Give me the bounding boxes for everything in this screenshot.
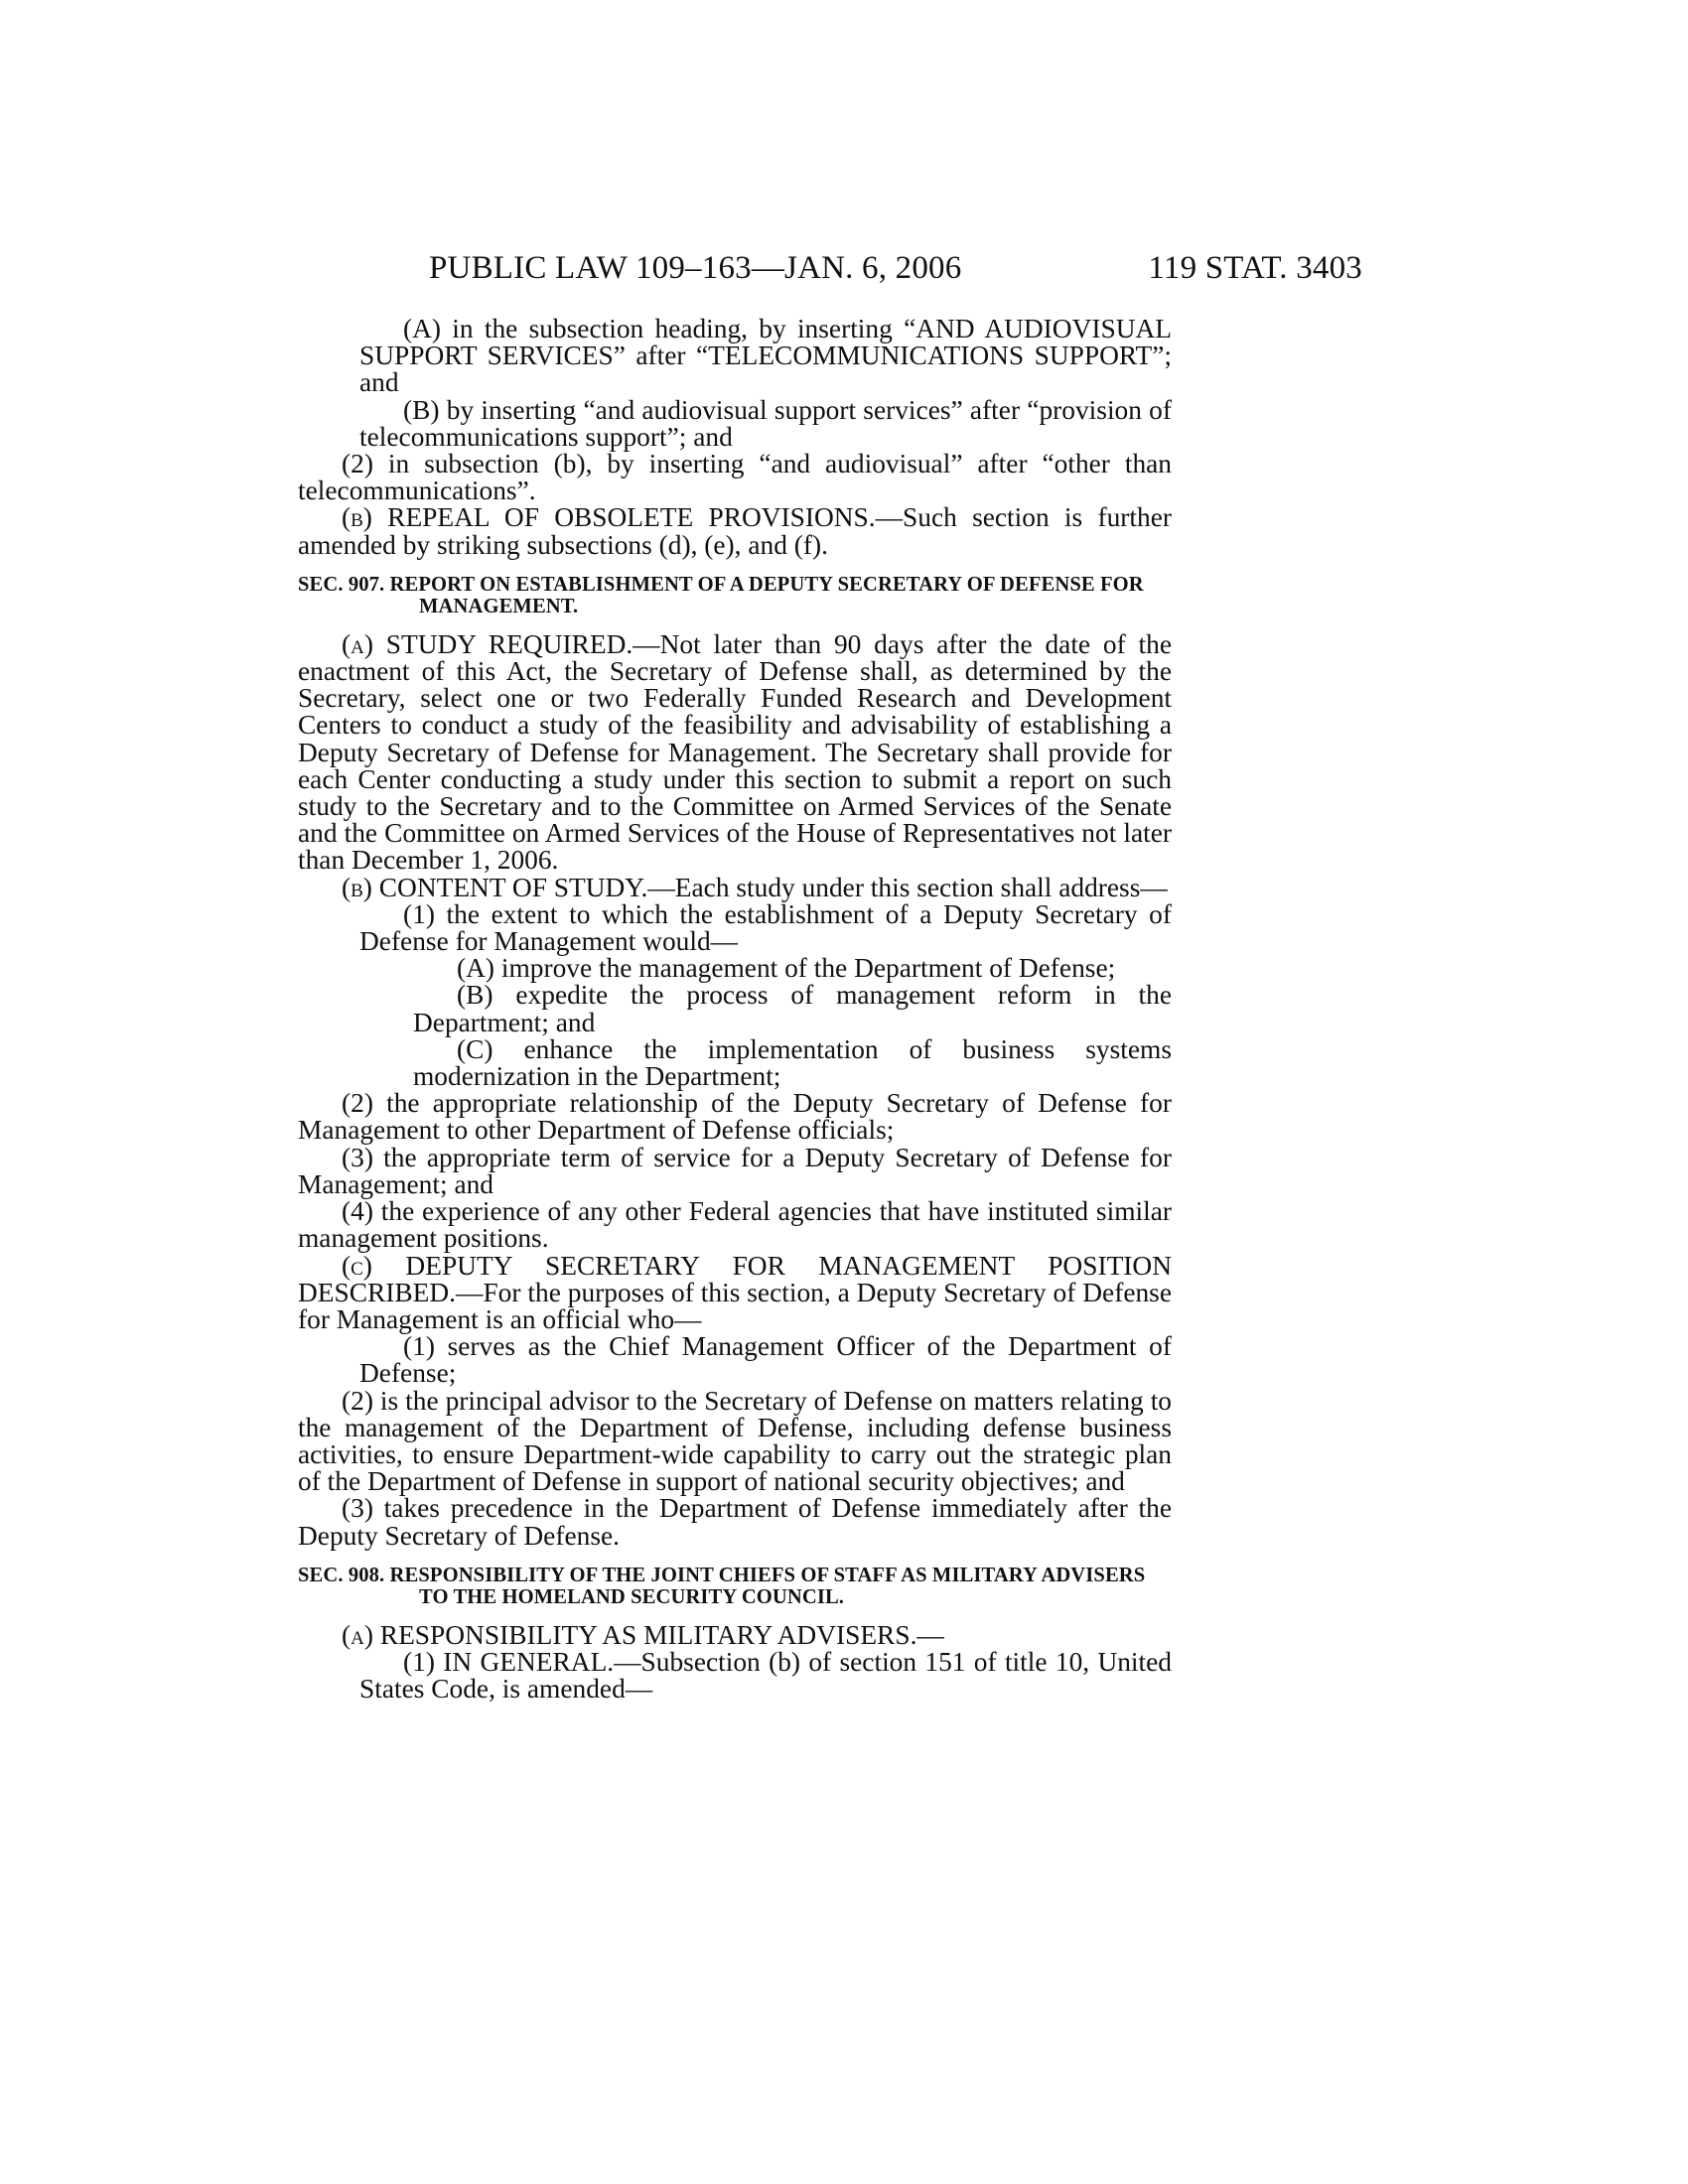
subsection-body: — xyxy=(916,1619,944,1650)
paragraph-907c1: (1) serves as the Chief Management Officer of the Department of Defense; xyxy=(359,1331,1172,1389)
subsection-body: —For the purposes of this section, a Deputy Secretary of Defense for Management is an official who— xyxy=(298,1277,1172,1334)
paragraph-907b xyxy=(298,872,1172,902)
paragraph-907b1C: (C) enhance the implementation of business systems modernization in the Department; xyxy=(413,1033,1172,1092)
paragraph-a2: (2) in subsection (b), by inserting “and audiovisual” after “other than telecommunications”. xyxy=(298,449,1172,506)
section-908-heading: SEC. 908. RESPONSIBILITY OF THE JOINT CHIEFS OF STAFF AS MILITARY ADVISERS TO THE HOMELAND SECURITY COUNCIL. xyxy=(298,1564,1146,1608)
paragraph-907c xyxy=(298,1277,1172,1334)
paragraph-heading: (1) IN GENERAL. xyxy=(403,1646,615,1677)
subsection-body: —Such section is further amended by striking subsections (d), (e), and (f). xyxy=(298,502,1172,560)
paragraph-a1A: (A) in the subsection heading, by inserting “AND AUDIOVISUAL SUPPORT SERVICES” after “TELECOMMUNICATIONS SUPPORT”; and xyxy=(359,314,1172,398)
body-text xyxy=(298,316,1172,1703)
paragraph-b-repeal xyxy=(298,504,1172,558)
paragraph-907b2: (2) the appropriate relationship of the Deputy Secretary of Defense for Management to other Department of Defense officials; xyxy=(298,1088,1172,1146)
subsection-heading: DESCRIBED. xyxy=(298,1277,457,1307)
paragraph-907b4: (4) the experience of any other Federal agencies that have instituted similar management positions. xyxy=(298,1196,1172,1254)
paragraph-907b1A: (A) improve the management of the Department of Defense; xyxy=(457,953,1116,984)
subsection-body: —Each study under this section shall address— xyxy=(647,872,1168,902)
paragraph-907a xyxy=(298,628,1173,876)
subsection-body: —Not later than 90 days after the date of the enactment of this Act, the Secretary of Defense shall, as determined by the Secretary, select one or two Federally Funded Research and Development Centers to conduct a study of the feasibility and advisability of establishing a Deputy Secretary of Defense for Management. The Secretary shall provide for each Center conducting a study under this section to submit a report on such study to the Secretary and to the Committee on Armed Services of the Senate and the Committee on Armed Services of the House of Representatives not later than December 1, 2006. xyxy=(298,628,1173,876)
header-page-number: 119 STAT. 3403 xyxy=(1148,250,1362,286)
paragraph-907b3: (3) the appropriate term of service for a Deputy Secretary of Defense for Management; and xyxy=(298,1142,1172,1199)
section-907-heading: SEC. 907. REPORT ON ESTABLISHMENT OF A DEPUTY SECRETARY OF DEFENSE FOR MANAGEMENT. xyxy=(298,573,1144,617)
paragraph-907b1B: (B) expedite the process of management reform in the Department; and xyxy=(413,980,1172,1037)
header-citation: PUBLIC LAW 109–163—JAN. 6, 2006 xyxy=(429,250,962,286)
paragraph-907c2: (2) is the principal advisor to the Secretary of Defense on matters relating to the management of the Department of Defense, including defense business activities, to ensure Department-wide capability to carry out the strategic plan of the Department of Defense in support of national security objectives; and xyxy=(298,1385,1172,1497)
subsection-heading: (a) STUDY REQUIRED. xyxy=(342,628,633,659)
paragraph-908a1 xyxy=(298,1646,1172,1705)
paragraph-908a xyxy=(298,1619,1172,1650)
paragraph-907c-heading: (c) DEPUTY SECRETARY FOR MANAGEMENT POSITION xyxy=(342,1250,1172,1281)
paragraph-907c3: (3) takes precedence in the Department of Defense immediately after the Deputy Secretary of Defense. xyxy=(298,1493,1172,1551)
paragraph-body: —Subsection (b) of section 151 of title 10, United States Code, is amended— xyxy=(359,1646,1172,1705)
subsection-heading: (a) RESPONSIBILITY AS MILITARY ADVISERS. xyxy=(342,1619,917,1650)
paragraph-a1B: (B) by inserting “and audiovisual support services” after “provision of telecommunications support”; and xyxy=(359,394,1172,452)
subsection-heading: (b) CONTENT OF STUDY. xyxy=(342,872,648,902)
subsection-heading: (b) REPEAL OF OBSOLETE PROVISIONS. xyxy=(342,502,876,533)
paragraph-907b1: (1) the extent to which the establishment of a Deputy Secretary of Defense for Management would— xyxy=(359,898,1172,957)
page-header xyxy=(298,250,1362,290)
